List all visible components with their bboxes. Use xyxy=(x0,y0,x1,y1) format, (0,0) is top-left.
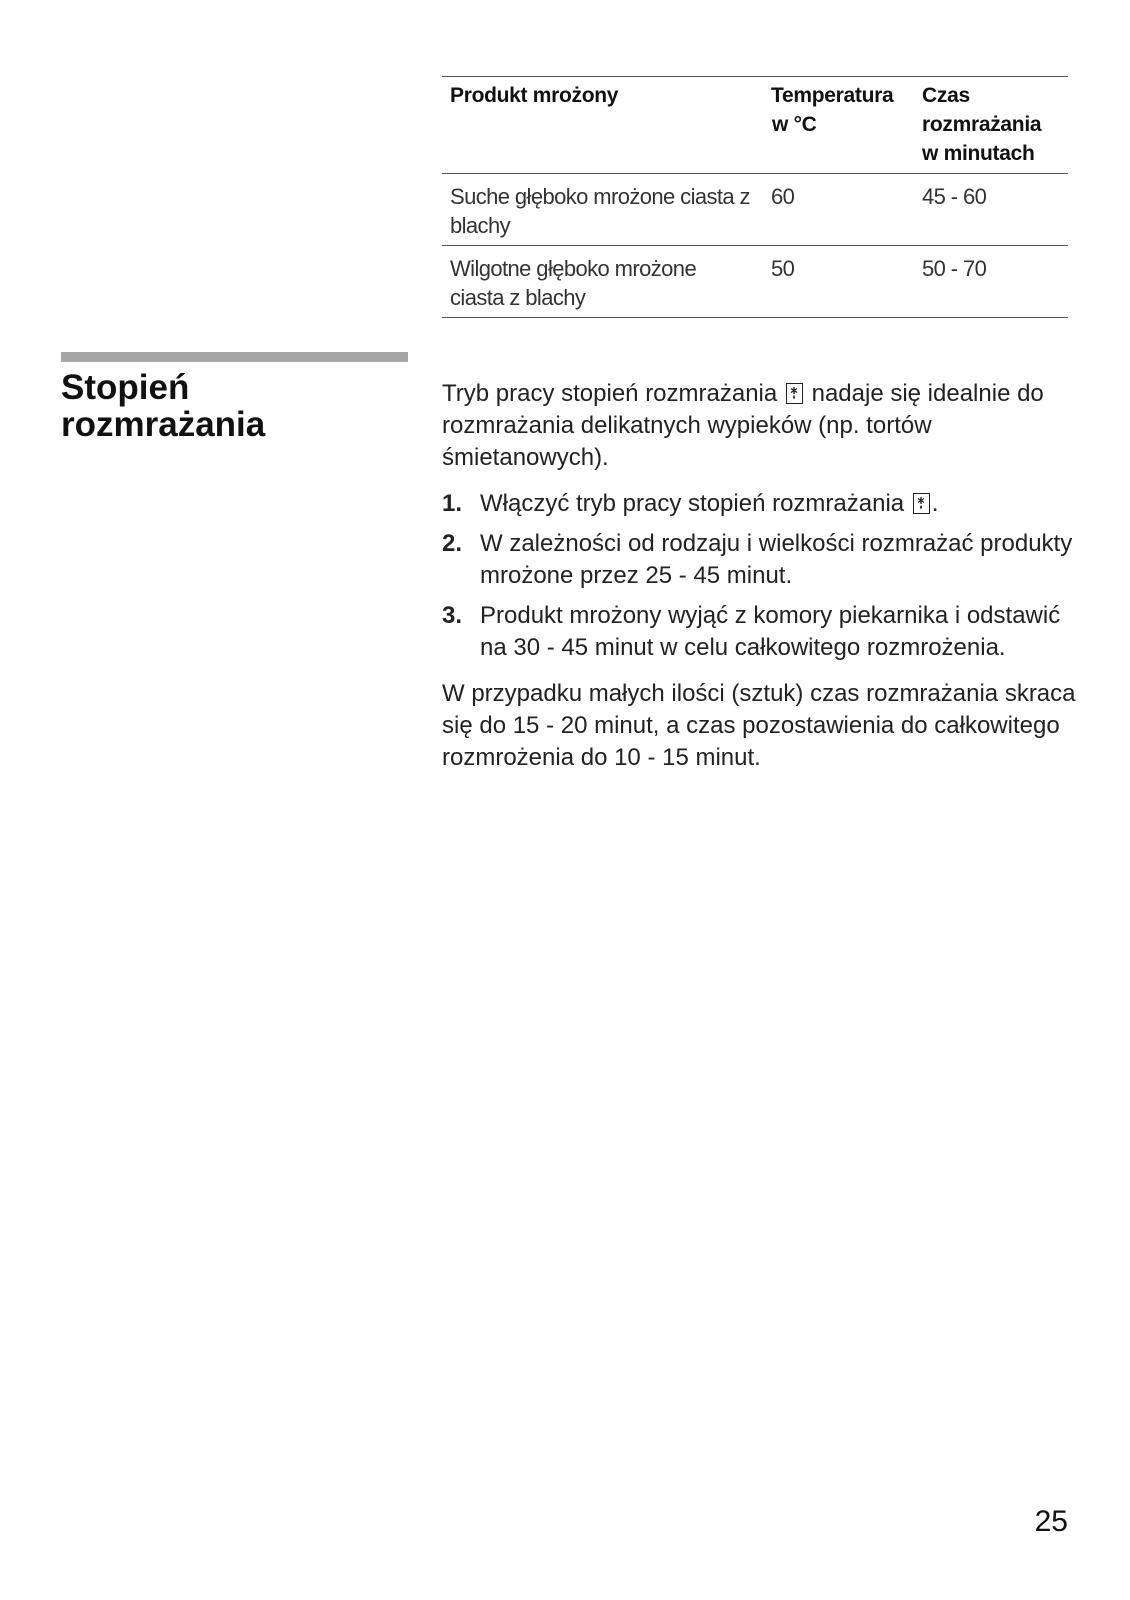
steps-list xyxy=(442,488,1082,664)
section-content xyxy=(442,378,1082,788)
header-time: Czas rozmrażania w minutach xyxy=(922,84,1042,165)
table-row xyxy=(442,246,1068,318)
list-item: 3. Produkt mrożony wyjąć z komory piekarnika i odstawić na 30 - 45 minut w celu całkowitego rozmrożenia. xyxy=(442,602,1061,661)
cell-product: Suche głęboko mrożone ciasta z blachy xyxy=(450,184,750,238)
table-row xyxy=(442,174,1068,246)
step-number: 3. xyxy=(442,602,463,629)
list-item: 1. Włączyć tryb pracy stopień rozmrażania . xyxy=(442,488,1082,520)
intro-paragraph: Tryb pracy stopień rozmrażania nadaje się idealnie do rozmrażania delikatnych wypieków (np. tortów śmietanowych). xyxy=(442,380,1044,471)
defrost-table-container xyxy=(442,76,1068,318)
cell-temperature: 60 xyxy=(771,184,795,209)
list-item: 2. W zależności od rodzaju i wielkości rozmrażać produkty mrożone przez 25 - 45 minut. xyxy=(442,530,1073,589)
table-header-row xyxy=(442,77,1068,174)
section-title: Stopień rozmrażania xyxy=(61,368,266,444)
step-number: 1. xyxy=(442,490,463,517)
cell-product: Wilgotne głęboko mrożone ciasta z blachy xyxy=(450,256,697,310)
page-number: 25 xyxy=(1034,1505,1068,1538)
cell-temperature: 50 xyxy=(771,256,795,281)
defrost-icon xyxy=(913,493,930,514)
note-paragraph: W przypadku małych ilości (sztuk) czas rozmrażania skraca się do 15 - 20 minut, a czas pozostawienia do całkowitego rozmrożenia do 10 - 15 minut. xyxy=(442,680,1076,771)
header-product: Produkt mrożony xyxy=(450,84,619,107)
step-number: 2. xyxy=(442,530,463,557)
section-divider xyxy=(61,352,408,362)
defrost-icon xyxy=(786,383,803,404)
defrost-table xyxy=(442,76,1068,318)
cell-time: 50 - 70 xyxy=(922,256,987,281)
header-temperature: Temperatura w °C xyxy=(771,84,894,136)
cell-time: 45 - 60 xyxy=(922,184,987,209)
